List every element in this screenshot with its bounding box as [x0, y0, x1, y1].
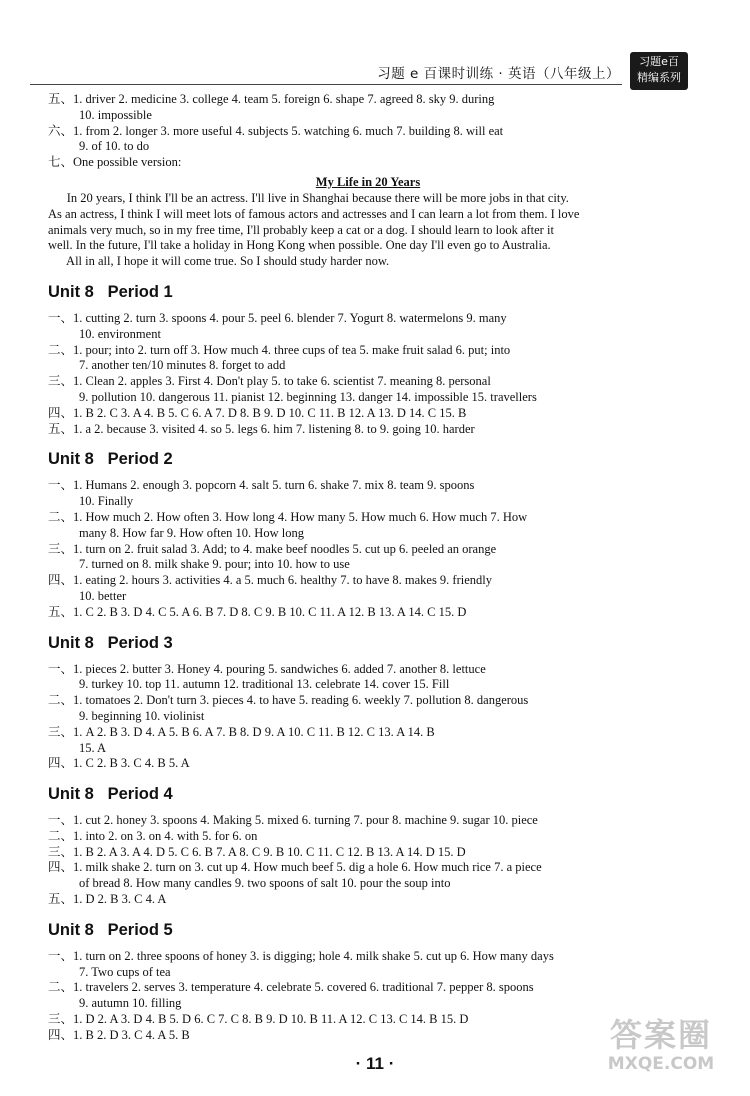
unit-heading: Unit 8 Period 5: [48, 920, 173, 939]
answer-line: 7. another ten/10 minutes 8. forget to add: [79, 358, 286, 373]
answer-line: 15. A: [79, 740, 107, 755]
answer-line: 一、1. pieces 2. butter 3. Honey 4. pouring 5. sandwiches 6. added 7. another 8. lettuce: [48, 661, 486, 676]
answer-line: 二、1. travelers 2. serves 3. temperature 4. celebrate 5. covered 6. traditional 7. pepper 8. spoons: [48, 980, 534, 995]
watermark-line-1: 答案圈: [609, 1016, 712, 1054]
sample-essay: [48, 173, 688, 270]
answer-line: 三、1. turn on 2. fruit salad 3. Add; to 4. make beef noodles 5. cut up 6. peeled an orange: [48, 541, 497, 556]
logo-line-1: 习题e百: [639, 55, 679, 68]
answer-line: 三、1. Clean 2. apples 3. First 4. Don't play 5. to take 6. scientist 7. meaning 8. personal: [48, 374, 491, 389]
answer-line: 一、1. turn on 2. three spoons of honey 3. is digging; hole 4. milk shake 5. cut up 6. How many days: [48, 948, 554, 963]
answer-line: 9. turkey 10. top 11. autumn 12. traditional 13. celebrate 14. cover 15. Fill: [79, 677, 450, 692]
unit-section: [48, 281, 688, 437]
answer-line: 四、1. eating 2. hours 3. activities 4. a 5. much 6. healthy 7. to have 8. makes 9. friendly: [48, 573, 493, 588]
answer-line: 七、One possible version:: [48, 155, 182, 170]
answer-line: 10. better: [79, 588, 127, 603]
answer-line: 10. Finally: [79, 494, 134, 509]
answer-line: 7. Two cups of tea: [79, 964, 171, 979]
answer-line: many 8. How far 9. How often 10. How long: [79, 525, 304, 540]
watermark-line-2: MXQE.COM: [607, 1054, 715, 1074]
unit-heading: Unit 8 Period 4: [48, 785, 173, 804]
answer-line: 四、1. milk shake 2. turn on 3. cut up 4. How much beef 5. dig a hole 6. How much rice 7. a piece: [48, 860, 542, 875]
logo-line-2: 精编系列: [637, 71, 681, 84]
unit-section: [48, 783, 688, 908]
essay-line: animals very much, so in my free time, I'll probably keep a cat or a dog. I should learn to look after it: [48, 222, 554, 237]
unit-section: [48, 632, 688, 773]
page-number: · 11 ·: [355, 1054, 395, 1073]
essay-line: In 20 years, I think I'll be an actress. I'll live in Shanghai because there will be more jobs in that city.: [48, 190, 569, 205]
page-header: [0, 50, 750, 88]
answer-line: 五、1. driver 2. medicine 3. college 4. team 5. foreign 6. shape 7. agreed 8. sky 9. during: [48, 92, 495, 106]
essay-line: well. In the future, I'll take a holiday in Hong Kong when possible. One day I'll even go to Australia.: [48, 238, 551, 253]
answer-line: 7. turned on 8. milk shake 9. pour; into 10. how to use: [79, 557, 350, 572]
answer-line: 四、1. C 2. B 3. C 4. B 5. A: [48, 756, 190, 771]
answer-line: 9. autumn 10. filling: [79, 996, 182, 1011]
previous-answers-block: [48, 92, 688, 171]
answer-line: 10. environment: [79, 326, 161, 341]
answer-line: 二、1. How much 2. How often 3. How long 4. How many 5. How much 6. How much 7. How: [48, 509, 528, 524]
site-watermark: [586, 1016, 736, 1082]
answer-line: 一、1. cutting 2. turn 3. spoons 4. pour 5. peel 6. blender 7. Yogurt 8. watermelons 9. many: [48, 310, 507, 325]
answer-line: 五、1. a 2. because 3. visited 4. so 5. legs 6. him 7. listening 8. to 9. going 10. harder: [48, 421, 475, 436]
answer-line: 五、1. C 2. B 3. D 4. C 5. A 6. B 7. D 8. C 9. B 10. C 11. A 12. B 13. A 14. C 15. D: [48, 604, 467, 619]
answer-line: 10. impossible: [79, 107, 152, 122]
answer-line: 一、1. Humans 2. enough 3. popcorn 4. salt 5. turn 6. shake 7. mix 8. team 9. spoons: [48, 478, 475, 493]
answer-line: 二、1. tomatoes 2. Don't turn 3. pieces 4. to have 5. reading 6. weekly 7. pollution 8. dangerous: [48, 693, 529, 708]
essay-title: My Life in 20 Years: [315, 174, 421, 189]
header-rule: [30, 84, 622, 85]
answer-line: 一、1. cut 2. honey 3. spoons 4. Making 5. mixed 6. turning 7. pour 8. machine 9. sugar 10. piece: [48, 813, 538, 828]
essay-line: As an actress, I think I will meet lots of famous actors and actresses and I can learn a lot from them. I love: [48, 206, 580, 221]
book-title: 习题 e 百课时训练 · 英语（八年级上）: [377, 66, 620, 82]
essay-line: All in all, I hope it will come true. So I should study harder now.: [48, 254, 390, 269]
answer-line: 三、1. D 2. A 3. D 4. B 5. D 6. C 7. C 8. B 9. D 10. B 11. A 12. C 13. C 14. B 15. D: [48, 1012, 469, 1027]
unit-section: [48, 448, 688, 620]
series-logo: [630, 52, 688, 90]
answer-line: 9. beginning 10. violinist: [79, 708, 205, 723]
answer-line: 9. of 10. to do: [79, 139, 150, 154]
answer-line: 三、1. A 2. B 3. D 4. A 5. B 6. A 7. B 8. D 9. A 10. C 11. B 12. C 13. A 14. B: [48, 724, 435, 739]
unit-heading: Unit 8 Period 2: [48, 450, 173, 469]
answer-line: 二、1. pour; into 2. turn off 3. How much 4. three cups of tea 5. make fruit salad 6. put; into: [48, 342, 511, 357]
answer-line: 二、1. into 2. on 3. on 4. with 5. for 6. on: [48, 828, 258, 843]
unit-heading: Unit 8 Period 3: [48, 633, 173, 652]
answer-content: [48, 92, 688, 1044]
unit-heading: Unit 8 Period 1: [48, 282, 173, 301]
answer-line: 9. pollution 10. dangerous 11. pianist 12. beginning 13. danger 14. impossible 15. travellers: [79, 389, 537, 404]
answer-line: 四、1. B 2. D 3. C 4. A 5. B: [48, 1027, 190, 1042]
answer-line: 六、1. from 2. longer 3. more useful 4. subjects 5. watching 6. much 7. building 8. will eat: [48, 123, 504, 138]
answer-line: 四、1. B 2. C 3. A 4. B 5. C 6. A 7. D 8. B 9. D 10. C 11. B 12. A 13. D 14. C 15. B: [48, 405, 467, 420]
answer-line: of bread 8. How many candles 9. two spoons of salt 10. pour the soup into: [79, 876, 451, 891]
answer-line: 五、1. D 2. B 3. C 4. A: [48, 892, 167, 907]
answer-line: 三、1. B 2. A 3. A 4. D 5. C 6. B 7. A 8. C 9. B 10. C 11. C 12. B 13. A 14. D 15. D: [48, 844, 466, 859]
